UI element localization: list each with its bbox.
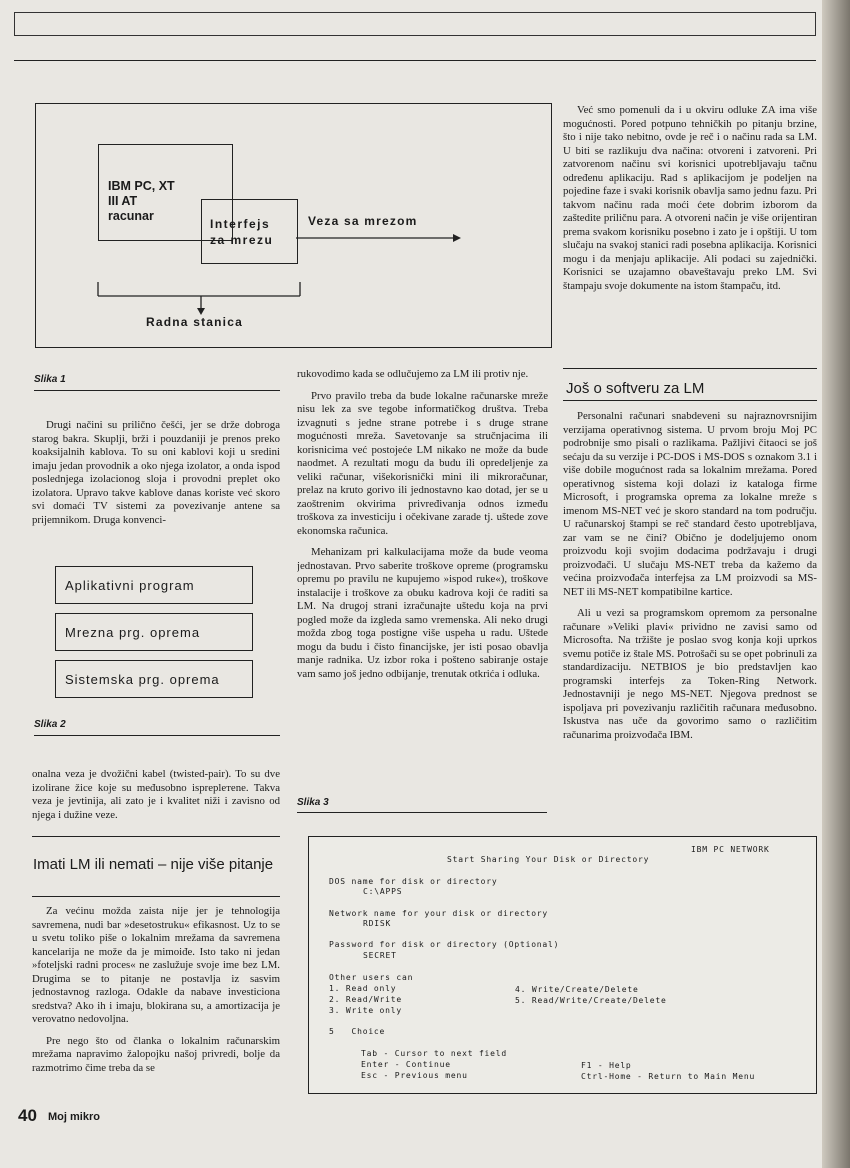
middle-column (297, 368, 548, 790)
layer-system: Sistemska prg. oprema (55, 660, 253, 698)
net-value: RDISK (363, 919, 392, 928)
top-frame (14, 12, 816, 36)
left-column-p2 (32, 768, 280, 828)
paragraph: Drugi načini su prilično češći, jer se drže dobroga starog bakra. Skuplji, brži i pouzdaniji je prenos preko koaksijalnih kablova. To su oni kablovi koji u sredini imaju jedan provodnik a oko njega izolator, a onda ispod poslednjega izolacionog sloja i provodni preplet oko izolatora. Upravo takve kablove danas koriste već skoro svi domaći TV sistemi za povezivanje antene sa prijemnikom. Druga konvenci- (32, 419, 280, 526)
choice-line: 5 Choice (329, 1027, 386, 1036)
connection-arrow (296, 232, 461, 244)
heading-left: Imati LM ili nemati – nije više pitanje (33, 856, 274, 873)
paragraph: Ali u vezi sa programskom opremom za personalne računare »Veliki plavi« prividno ne zavisi samo od Microsofta. Na tržište je poslao svog konja koji uprkos svemu potiče iz štale MS. Potrošači su se opet pobrinuli za standardizaciju. NETBIOS je bio predstavljen kao programski interfejs za Token-Ring Network. Jednostavniji je nego MS-NET. Njegova prednost se ispoljava pri povezivanju različitih računara međusobno. Iskustva nas uče da govorimo samo o različitim računarima proizvođača IBM. (563, 607, 817, 741)
heading-left-rule-bottom (32, 896, 280, 897)
heading-right-rule-top (563, 368, 817, 369)
connection-label: Veza sa mrezom (308, 214, 418, 228)
ctrl-hint: Ctrl-Home - Return to Main Menu (581, 1072, 756, 1081)
other-users-label: Other users can (329, 973, 414, 982)
top-rule-2 (14, 60, 816, 61)
magazine-name: Moj mikro (48, 1111, 100, 1123)
station-label: Radna stanica (146, 315, 243, 329)
dos-value: C:\APPS (363, 887, 403, 896)
interface-label: Interfejs za mrezu (210, 217, 274, 247)
station-bracket (96, 282, 302, 316)
right-column-top (563, 104, 817, 359)
paragraph: rukovodimo kada se odlučujemo za LM ili protiv nje. (297, 368, 529, 380)
option-5: 5. Read/Write/Create/Delete (515, 996, 667, 1005)
dos-label: DOS name for disk or directory (329, 877, 498, 886)
enter-hint: Enter - Continue (361, 1060, 451, 1069)
caption-figure-3: Slika 3 (297, 797, 329, 808)
figure-1 (35, 103, 552, 348)
tab-hint: Tab - Cursor to next field (361, 1049, 508, 1058)
left-column-p1 (32, 419, 280, 549)
layer-network: Mrezna prg. oprema (55, 613, 253, 651)
right-column (563, 410, 817, 815)
paragraph: Već smo pomenuli da i u okviru odluke ZA ima više mogućnosti. Pored potpuno tehničkih po pitanju brzine, što i nije tako nebitno, ovde je reč i o načinu rada sa LM. U biti se razlikuju dva načina: otvoreni i zatvoreni. Pri zatvorenom načinu svi korisnici upotrebljavaju tačnu određenu aplikaciju. Rad s aplikacijom je podeljen na pojedine faze i svaki korisnik obavlja samo jednu fazu. Pri takvom načinu rada moći ćete dobrim izborom da zaštedite priličnu para. A otvoreni način je više orijentiran prema svakom korisniku posebno i zato je i opštiji. U tom slučaju na svakoj stanici radi posebna aplikacija. Korisnici mogu i da menjaju aplikacije. Ali podaci su zajednički. Korisnici se uzajamno obaveštavaju preko LM. Svi štampaju svoje dokumente na istom štampaču, itd. (563, 104, 817, 292)
paragraph: Prvo pravilo treba da bude lokalne računarske mreže nisu lek za sve tegobe informatičkog društva. Treba izvagnuti s jedne strane potrebe i s druge strane mogućnosti mreža. Savetovanje sa stručnjacima ili korisnicima već postojeće LM nikako ne može da bude naodmet. A rezultati mogu da budu ili opredeljenje za veliki računar, višekorisnički mini ili mikroračunar, prelaz na kruto gorivo ili jednostavno kao dotad, jer se u zaoštrenim okvirima privređivanja odnos između troškova za investiciju i očekivane zarade tj. uštede zove ekonomska računica. (297, 389, 548, 537)
pw-value: SECRET (363, 951, 397, 960)
net-label: Network name for your disk or directory (329, 909, 549, 918)
heading-left-rule-top (32, 836, 280, 837)
caption-1-rule (34, 390, 280, 391)
caption-figure-2: Slika 2 (34, 719, 66, 730)
paragraph: Pre nego što od članka o lokalnim računarskim mrežama napravimo žalopojku našoj privredi, bolje da razmotrimo čime treba da se (32, 1034, 280, 1074)
paragraph: Za većinu možda zaista nije jer je tehnologija savremena, nudi bar »desetostruku« efikasnost. Uz to se u svetu toliko piše o lokalnim mrežama da savremena kancelarija ne može da je mimoiđe. Isto tako ni jedan »foteljski radni proces« ne zaslužuje svoje ime bez LM. Drugima se to pitanje ne postavlja iz sasvim jednostavnog razloga. Odakle da nabave investiciona sredstva? Ako ih i imaju, blokirana su, a amortizacija je verovatno nedovoljna. (32, 905, 280, 1025)
heading-right-rule-bottom (563, 400, 817, 401)
option-4: 4. Write/Create/Delete (515, 985, 639, 994)
computer-label: IBM PC, XT III AT racunar (108, 179, 175, 223)
caption-3-rule (297, 812, 547, 813)
caption-figure-1: Slika 1 (34, 374, 66, 385)
esc-hint: Esc - Previous menu (361, 1071, 468, 1080)
f1-hint: F1 - Help (581, 1061, 632, 1070)
left-column-p3 (32, 905, 280, 1100)
paragraph: onalna veza je dvožični kabel (twisted-pair). To su dve izolirane žice koje su međusobno ispreplетene. Takva veza je jevtinija, ali zato je i kvalitet niži i zavisno od njega i dužine veze. (32, 768, 280, 821)
paragraph: Personalni računari snabdeveni su najraznovrsnijim verzijama operativnog sistema. U prvom broju Moj PC podrobnije smo pisali o razlikama. Pažljivi čitaoci se još sećaju da su verzije i PC-DOS i MS-DOS s oznakom 3.1 i više dobile mogućnost rada sa lokalnim mrežama. Pored operativnog sistema koji dolazi iz kataloga firme Microsoft, i programska oprema za lokalne mreže s imenom MS-NET već je skoro standard na tom području. U računarskoj štampi se reč standard često upotrebljava, zar vam se ne čini? Obično je dodeljujemo onom proizvodu koji svojim dodacima podržavaju i drugi proizvođači. U slučaju MS-NET treba da kažemo da većina proizvođača interfejsa za LM proizvodi sa MS-NET ili MS-NET kompatibilne kartice. (563, 410, 817, 598)
option-2: 2. Read/Write (329, 995, 403, 1004)
pw-label: Password for disk or directory (Optional) (329, 940, 560, 949)
layer-application: Aplikativni program (55, 566, 253, 604)
option-3: 3. Write only (329, 1006, 403, 1015)
heading-right: Još o softveru za LM (566, 380, 705, 397)
page-edge-shadow (822, 0, 850, 1168)
figure-3-screen (308, 836, 817, 1094)
caption-2-rule (34, 735, 280, 736)
page-number: 40 (18, 1106, 37, 1125)
paragraph: Mehanizam pri kalkulacijama može da bude veoma jednostavan. Prvo saberite troškove opreme (programsku opremu po pravilu ne kupujemo »ispod ruke«), troškove instalacije i troškove za obuku kadrova koji će raditi sa LM. Na drugoj strani izračunajte uštedu koja na prvi pogled može da izgleda samo vremenska. Ali neko drugi možda zbog toga postigne više uspeha u radu. Uštede mogu da budu i čisto financijske, jer isti posao obavlja manje radnika. Uz izbor roka i pošteno sabiranje ostaje vam samo još jedno odbijanje, trenutak otkrića i odluka. (297, 546, 548, 680)
screen-title: Start Sharing Your Disk or Directory (447, 855, 650, 864)
option-1: 1. Read only (329, 984, 397, 993)
screen-header: IBM PC NETWORK (691, 845, 770, 854)
